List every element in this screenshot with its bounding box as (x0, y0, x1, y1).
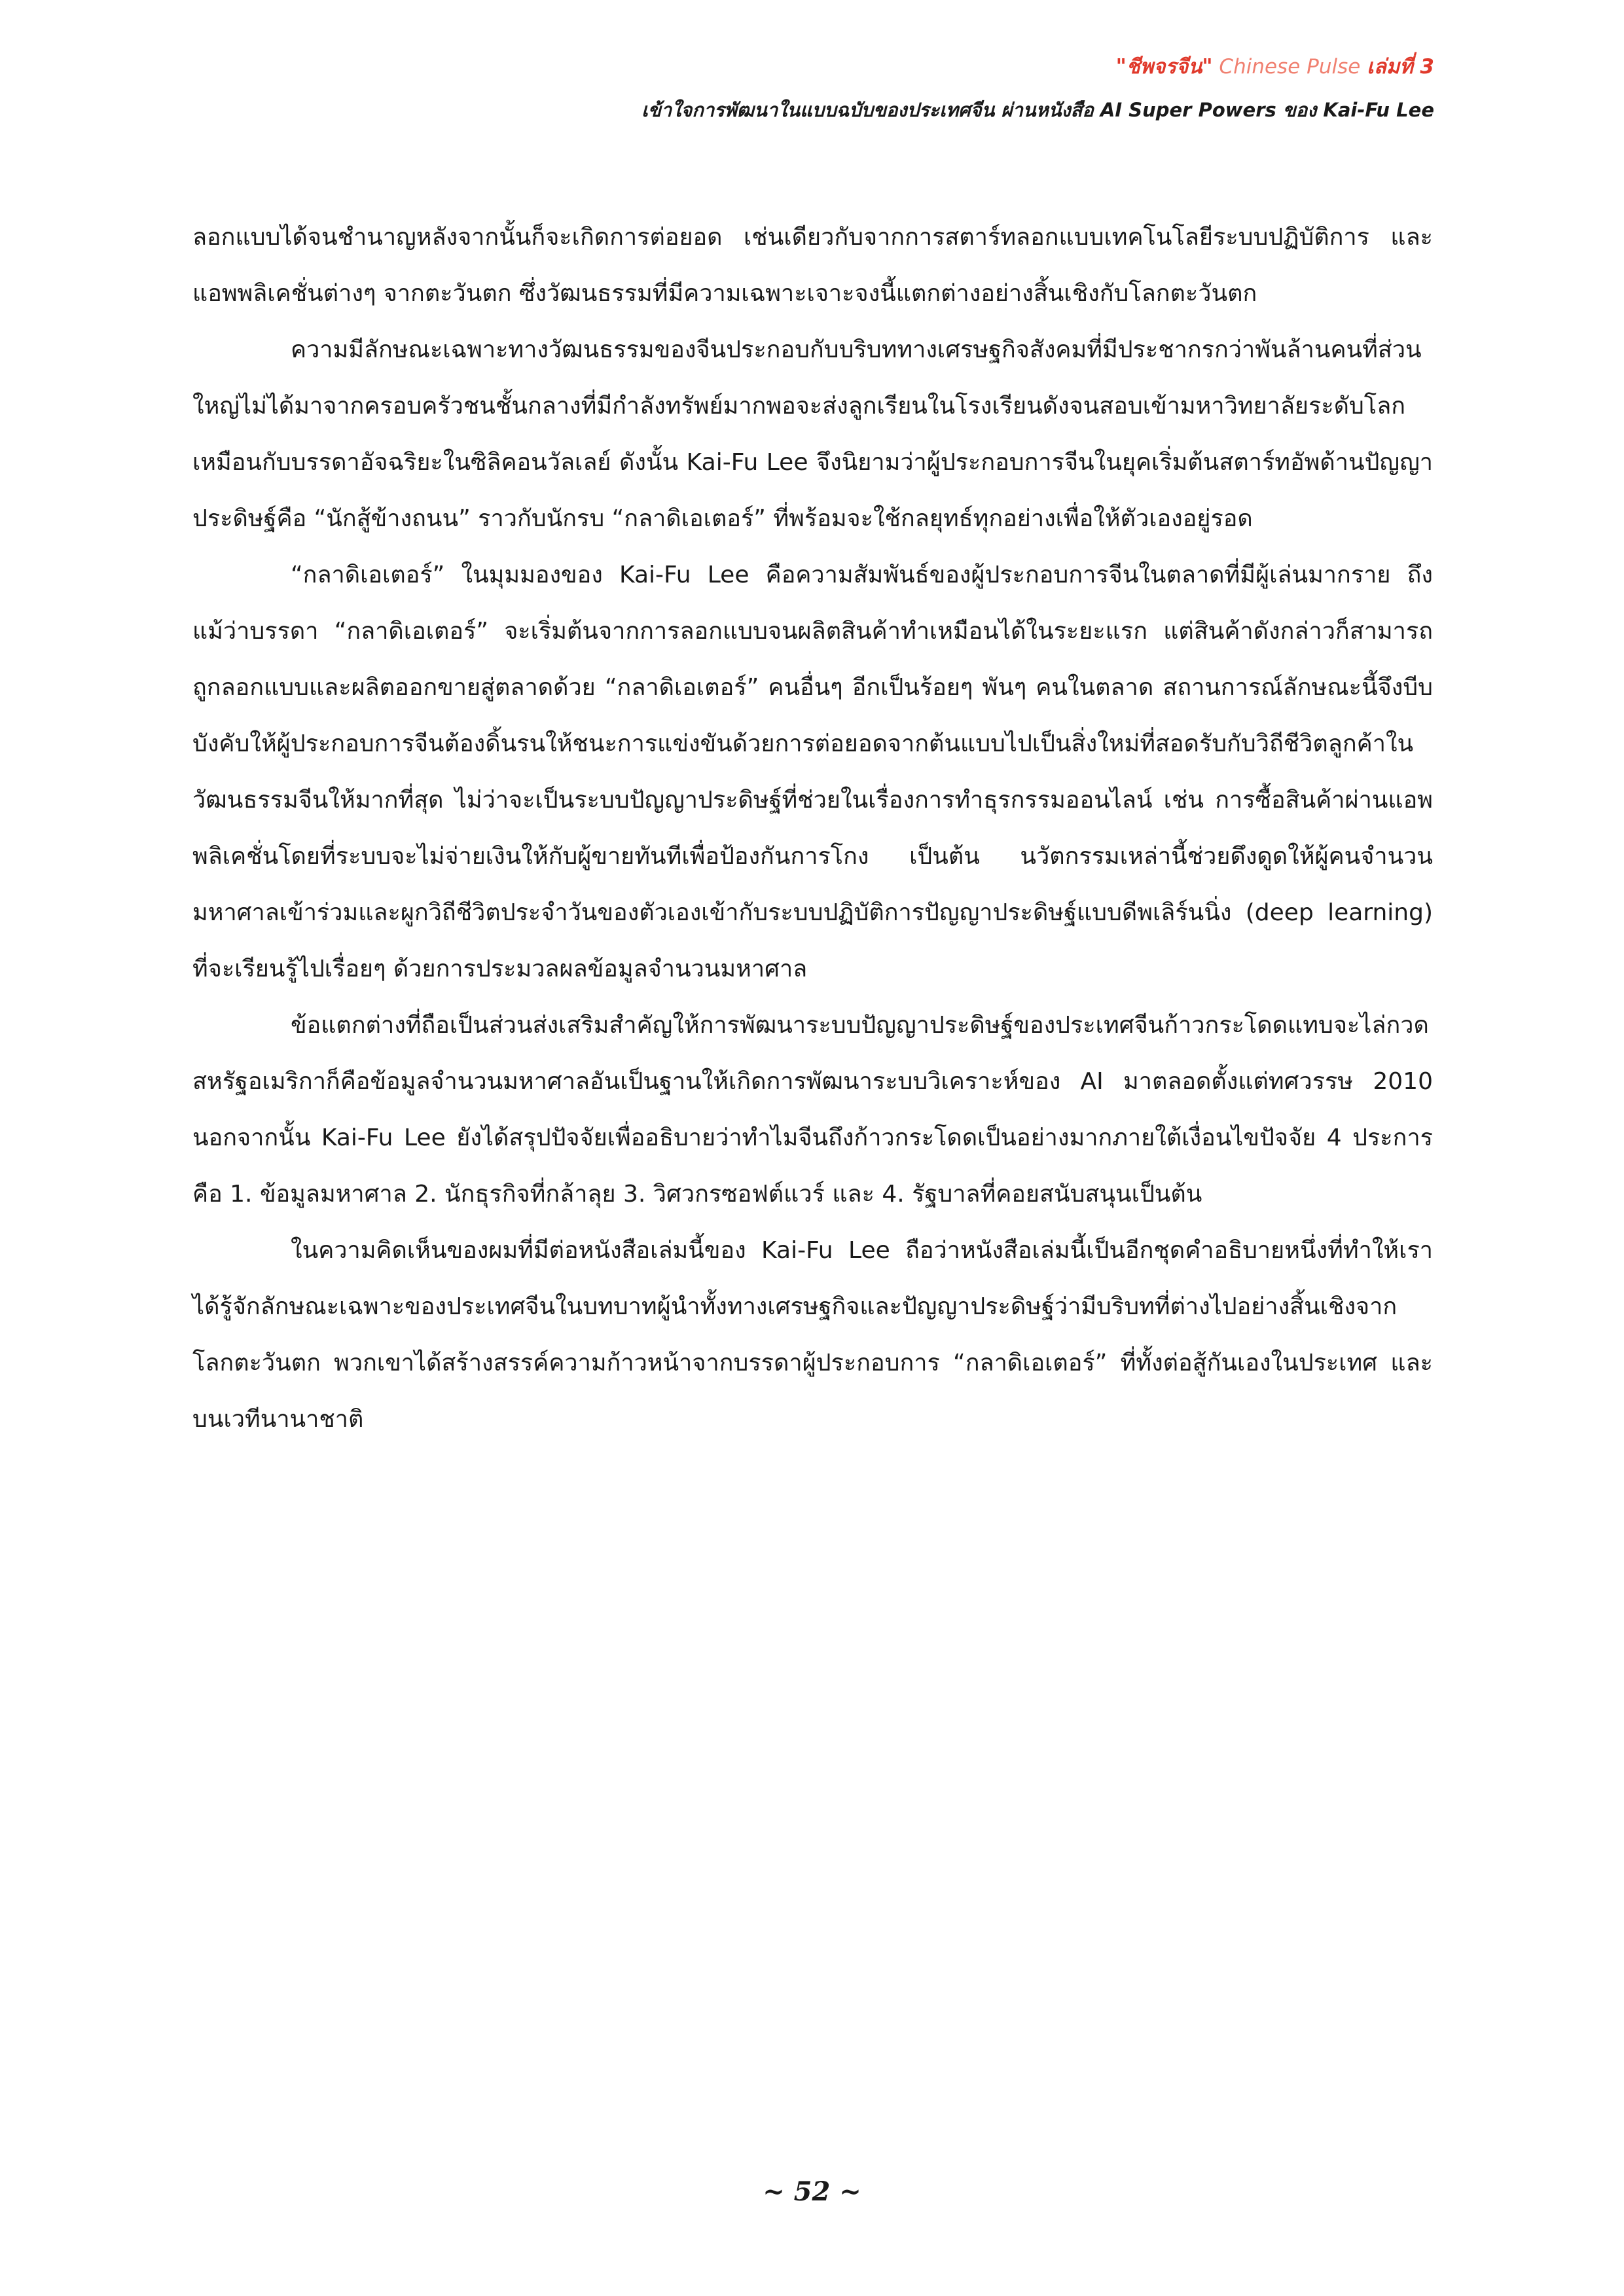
magazine-title-line (641, 52, 1434, 81)
magazine-subtitle: Chinese Pulse (1219, 55, 1361, 79)
running-header (641, 52, 1434, 124)
issue-number: เล่มที่ 3 (1367, 55, 1434, 79)
paragraph-3: “กลาดิเอเตอร์” ในมุมมองของ Kai-Fu Lee คือความสัมพันธ์ของผู้ประกอบการจีนในตลาดที่มีผู้เล่นมากราย ถึงแม้ว่าบรรดา “กลาดิเอเตอร์” จะเริ่มต้นจากการลอกแบบจนผลิตสินค้าทำเหมือนได้ในระยะแรก แต่สินค้าดังกล่าวก็สามารถถูกลอกแบบและผลิตออกขายสู่ตลาดด้วย “กลาดิเอเตอร์” คนอื่นๆ อีกเป็นร้อยๆ พันๆ คนในตลาด สถานการณ์ลักษณะนี้จึงบีบบังคับให้ผู้ประกอบการจีนต้องดิ้นรนให้ชนะการแข่งขันด้วยการต่อยอดจากต้นแบบไปเป็นสิ่งใหม่ที่สอดรับกับวิถีชีวิตลูกค้าในวัฒนธรรมจีนให้มากที่สุด ไม่ว่าจะเป็นระบบปัญญาประดิษฐ์ที่ช่วยในเรื่องการทำธุรกรรมออนไลน์ เช่น การซื้อสินค้าผ่านแอพพลิเคชั่นโดยที่ระบบจะไม่จ่ายเงินให้กับผู้ขายทันทีเพื่อป้องกันการโกง เป็นต้น นวัตกรรมเหล่านี้ช่วยดึงดูดให้ผู้คนจำนวนมหาศาลเข้าร่วมและผูกวิถีชีวิตประจำวันของตัวเองเข้ากับระบบปฏิบัติการปัญญาประดิษฐ์แบบดีพเลิร์นนิ่ง (deep learning) ที่จะเรียนรู้ไปเรื่อยๆ ด้วยการประมวลผลข้อมูลจำนวนมหาศาล (192, 562, 1433, 982)
paragraph-1: ลอกแบบได้จนชำนาญหลังจากนั้นก็จะเกิดการต่อยอด เช่นเดียวกับจากการสตาร์ทลอกแบบเทคโนโลยีระบบปฏิบัติการ และ แอพพลิเคชั่นต่างๆ จากตะวันตก ซึ่งวัฒนธรรมที่มีความเฉพาะเจาะจงนี้แตกต่างอย่างสิ้นเชิงกับโลกตะวันตก (192, 224, 1433, 307)
page-number: ~ 52 ~ (763, 2176, 861, 2207)
magazine-name: "ชีพจรจีน" (1115, 55, 1213, 79)
paragraph-5: ในความคิดเห็นของผมที่มีต่อหนังสือเล่มนี้ของ Kai-Fu Lee ถือว่าหนังสือเล่มนี้เป็นอีกชุดคำอธิบายหนึ่งที่ทำให้เราได้รู้จักลักษณะเฉพาะของประเทศจีนในบทบาทผู้นำทั้งทางเศรษฐกิจและปัญญาประดิษฐ์ว่ามีบริบทที่ต่างไปอย่างสิ้นเชิงจากโลกตะวันตก พวกเขาได้สร้างสรรค์ความก้าวหน้าจากบรรดาผู้ประกอบการ “กลาดิเอเตอร์” ที่ทั้งต่อสู้กันเองในประเทศ และ บนเวทีนานาชาติ (192, 1237, 1433, 1433)
paragraph-4: ข้อแตกต่างที่ถือเป็นส่วนส่งเสริมสำคัญให้การพัฒนาระบบปัญญาประดิษฐ์ของประเทศจีนก้าวกระโดดแทบจะไล่กวดสหรัฐอเมริกาก็คือข้อมูลจำนวนมหาศาลอันเป็นฐานให้เกิดการพัฒนาระบบวิเคราะห์ของ AI มาตลอดตั้งแต่ทศวรรษ 2010 นอกจากนั้น Kai-Fu Lee ยังได้สรุปปัจจัยเพื่ออธิบายว่าทำไมจีนถึงก้าวกระโดดเป็นอย่างมากภายใต้เงื่อนไขปัจจัย 4 ประการ คือ 1. ข้อมูลมหาศาล 2. นักธุรกิจที่กล้าลุย 3. วิศวกรซอฟต์แวร์ และ 4. รัฐบาลที่คอยสนับสนุนเป็นต้น (192, 1012, 1433, 1208)
paragraph-2: ความมีลักษณะเฉพาะทางวัฒนธรรมของจีนประกอบกับบริบททางเศรษฐกิจสังคมที่มีประชากรกว่าพันล้านคนที่ส่วนใหญ่ไม่ได้มาจากครอบครัวชนชั้นกลางที่มีกำลังทรัพย์มากพอจะส่งลูกเรียนในโรงเรียนดังจนสอบเข้ามหาวิทยาลัยระดับโลกเหมือนกับบรรดาอัจฉริยะในซิลิคอนวัลเลย์ ดังนั้น Kai-Fu Lee จึงนิยามว่าผู้ประกอบการจีนในยุคเริ่มต้นสตาร์ทอัพด้านปัญญาประดิษฐ์คือ “นักสู้ข้างถนน” ราวกับนักรบ “กลาดิเอเตอร์” ที่พร้อมจะใช้กลยุทธ์ทุกอย่างเพื่อให้ตัวเองอยู่รอด (192, 336, 1433, 532)
body-text (192, 209, 1433, 1448)
article-title: เข้าใจการพัฒนาในแบบฉบับของประเทศจีน ผ่านหนังสือ AI Super Powers ของ Kai-Fu Lee (641, 99, 1434, 121)
